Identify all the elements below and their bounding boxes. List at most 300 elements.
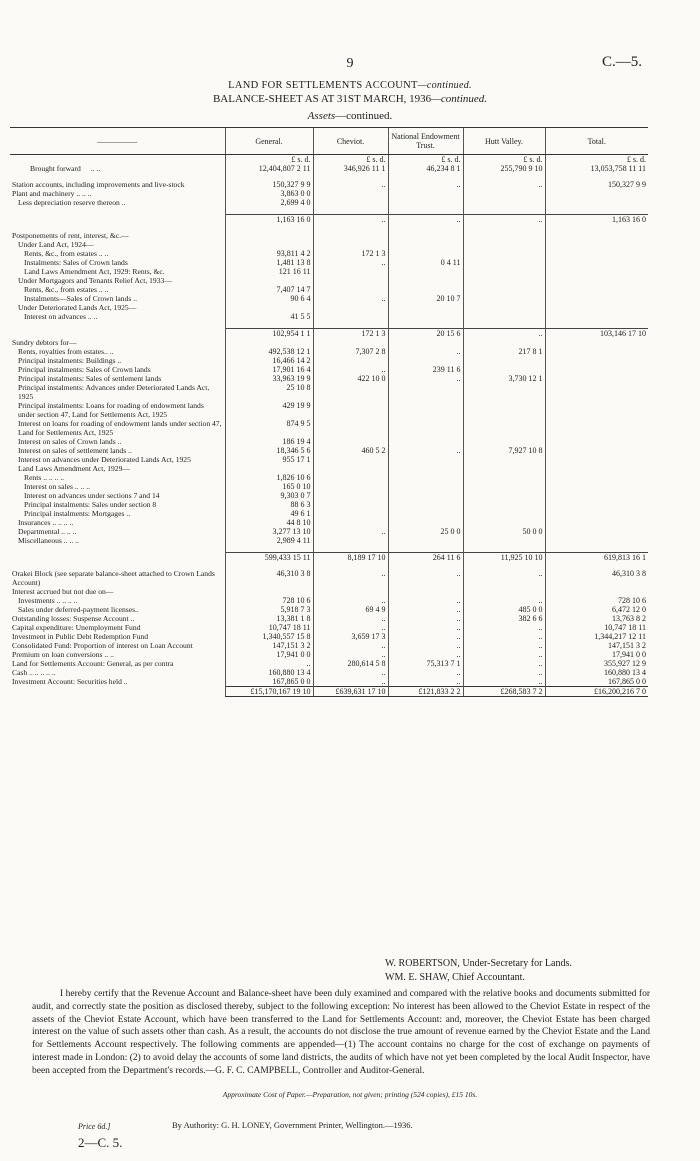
cell-cheviot: .. [313,180,388,189]
table-row [10,294,648,303]
footer-code: 2—C. 5. [78,1135,123,1150]
table-row [10,632,648,641]
spacer-row [10,224,648,231]
cell-total [545,401,648,419]
cell-cheviot: 460 5 2 [313,446,388,455]
table-row [10,189,648,198]
cell-hutt-valley [463,491,545,500]
cell-general: 874 9 5 [225,419,313,437]
cell-national-endowment: .. [388,569,463,587]
units-row [10,155,648,165]
cell-cheviot: .. [313,258,388,267]
cell-hutt-valley [463,500,545,509]
cell-total: 355,927 12 9 [545,659,648,668]
cell-cheviot [313,312,388,321]
subtotal-row [10,329,648,339]
cell-national-endowment [388,455,463,464]
units-blank [10,155,225,165]
units-cell: £ s. d. [313,155,388,165]
section-label: Assets [307,110,336,122]
cell-cheviot: .. [313,614,388,623]
table-row [10,312,648,321]
cell-national-endowment [388,437,463,446]
cell-general [225,321,313,329]
cell-cheviot [313,276,388,285]
subtotal-row [10,553,648,563]
cell-cheviot [313,419,388,437]
cell-cheviot [313,338,388,347]
cell-general: 5,918 7 3 [225,605,313,614]
cell-cheviot [313,189,388,198]
spacer-row [10,207,648,215]
cell-national-endowment [388,321,463,329]
table-row [10,419,648,437]
cell-cheviot [313,231,388,240]
row-description: Principal instalments: Advances under Deteriorated Lands Act, 1925 [18,383,210,401]
cell-cheviot [313,207,388,215]
row-description: Interest on advances under sections 7 and 14 [24,491,160,500]
cost-of-paper: Approximate Cost of Paper.—Preparation, not given; printing (524 copies), £15 10s. [222,1090,478,1099]
balance-sheet-table [10,127,648,697]
table-row [10,473,648,482]
cell-general: 44 8 10 [225,518,313,527]
table-row [10,605,648,614]
row-description: Under Land Act, 1924— [18,240,94,249]
row-description: Orakei Block (see separate balance-sheet attached to Crown Lands Account) [12,569,215,587]
table-row [10,437,648,446]
cell-hutt-valley: .. [463,659,545,668]
row-description: Principal instalments: Sales of settlement lands [18,374,162,383]
table-row [10,258,648,267]
cell-hutt-valley [463,173,545,180]
table-row [10,677,648,687]
cell-national-endowment: .. [388,614,463,623]
cell-national-endowment [388,518,463,527]
cell-national-endowment [388,536,463,545]
cell-national-endowment: .. [388,374,463,383]
cell-cheviot [313,482,388,491]
cell-general [225,338,313,347]
row-description: Consolidated Fund: Proportion of interest on Loan Account [12,641,193,650]
cell-national-endowment [388,173,463,180]
cell-cheviot: .. [313,294,388,303]
cell-total [545,518,648,527]
cell-total [545,365,648,374]
table-row [10,659,648,668]
cell-general: 3,277 13 10 [225,527,313,536]
header-hutt-valley: Hutt Valley. [463,128,545,155]
cell-cheviot: .. [313,668,388,677]
row-description [10,207,225,215]
balance-sheet-subtitle [0,93,700,105]
cell-national-endowment [388,562,463,569]
cell-national-endowment: .. [388,650,463,659]
cell-total: 46,310 3 8 [545,569,648,587]
row-description: Principal instalments: Buildings .. [18,356,122,365]
cell-general [225,545,313,553]
cell-total [545,455,648,464]
cell-national-endowment [388,338,463,347]
balance-sheet-body [10,155,648,697]
cell-cheviot [313,545,388,553]
row-description: Brought forward .. .. [30,164,101,173]
cell-national-endowment [388,473,463,482]
cell-hutt-valley [463,587,545,596]
cell-general: 1,481 13 8 [225,258,313,267]
cell-hutt-valley: .. [463,650,545,659]
cell-hutt-valley: .. [463,623,545,632]
cell-total [545,198,648,207]
cell-cheviot: 3,659 17 3 [313,632,388,641]
cell-general: 1,340,557 15 8 [225,632,313,641]
table-row [10,303,648,312]
audit-certificate: I hereby certify that the Revenue Account and Balance-sheet have been duly examined and compared with the relative books and documents submitted for audit, and correctly state the position as disclosed thereby, subject to the following exception: No interest has been allowed to the Cheviot Estate in respect of the assets of the Cheviot Estate Account, which have been transferred to the Land for Settlements Account: and, moreover, the Cheviot Estate has been charged interest on the value of such assets other than cash. As a result, the accounts do not disclose the true amount of revenue earned by the Cheviot Estate and the Land for Settlements Account respectively. The following comments are appended—(1) The account contains no charge for the cost of exchange on payments of interest made in London: (2) to avoid delay the accounts of some land districts, the audits of which have not yet been completed by the local Audit Inspector, have been accepted from the Department's records.—G. F. C. CAMPBELL, Controller and Auditor-General. [32,989,650,1076]
row-description: Interest on sales of settlement lands .. [18,446,132,455]
table-row [10,164,648,173]
cell-general: 1,163 16 0 [225,215,313,225]
row-description [10,562,225,569]
cell-national-endowment [388,482,463,491]
row-description: Interest on loans for roading of endowment lands under section 47, Land for Settlements Act, 1925 [18,419,222,437]
cell-national-endowment [388,249,463,258]
cell-hutt-valley [463,365,545,374]
cell-national-endowment: 20 10 7 [388,294,463,303]
cell-hutt-valley [463,321,545,329]
row-description: Rents, &c., from estates .. .. [24,249,109,258]
cell-total [545,545,648,553]
row-description [10,545,225,553]
cell-hutt-valley [463,303,545,312]
cell-cheviot [313,562,388,569]
subtitle-suffix: —continued. [431,93,488,105]
cell-national-endowment [388,312,463,321]
table-row [10,383,648,401]
cell-cheviot [313,173,388,180]
cell-cheviot: .. [313,623,388,632]
cell-general: 33,963 19 9 [225,374,313,383]
cell-cheviot: 422 10 0 [313,374,388,383]
cell-total [545,303,648,312]
cell-cheviot [313,473,388,482]
cell-general: 147,151 3 2 [225,641,313,650]
cell-general: 10,747 18 11 [225,623,313,632]
row-description: Principal instalments: Sales under section 8 [24,500,157,509]
cell-national-endowment: .. [388,623,463,632]
cell-general [225,240,313,249]
table-row [10,285,648,294]
cell-general: 160,880 13 4 [225,668,313,677]
cell-hutt-valley [463,419,545,437]
header-description: ————— [10,128,225,155]
cell-total [545,374,648,383]
cell-cheviot [313,536,388,545]
table-row [10,623,648,632]
cell-cheviot: 69 4 9 [313,605,388,614]
cell-general: .. [225,659,313,668]
cell-cheviot [313,285,388,294]
units-cell: £ s. d. [545,155,648,165]
table-row [10,338,648,347]
table-row [10,276,648,285]
table-row [10,650,648,659]
cell-cheviot [313,198,388,207]
document-code: C.—5. [601,54,642,70]
cell-hutt-valley: 3,730 12 1 [463,374,545,383]
cell-cheviot: .. [313,365,388,374]
title-suffix: —continued. [417,80,472,91]
cell-national-endowment: 20 15 6 [388,329,463,339]
cell-cheviot: .. [313,527,388,536]
row-description [10,329,225,339]
cell-hutt-valley: .. [463,596,545,605]
table-row [10,267,648,276]
cell-general: 186 19 4 [225,437,313,446]
table-row [10,240,648,249]
cell-national-endowment [388,198,463,207]
cell-national-endowment: .. [388,605,463,614]
cell-total: 167,865 0 0 [545,677,648,687]
row-description: Interest on sales of Crown lands .. [18,437,122,446]
cell-total [545,482,648,491]
cell-cheviot [313,321,388,329]
table-row [10,401,648,419]
cell-national-endowment [388,240,463,249]
row-description: Land Laws Amendment Act, 1929: Rents, &c. [24,267,165,276]
cell-hutt-valley [463,455,545,464]
cell-cheviot: .. [313,650,388,659]
table-row [10,527,648,536]
table-row [10,482,648,491]
cell-hutt-valley [463,240,545,249]
cell-national-endowment: 46,234 8 1 [388,164,463,173]
spacer-row [10,321,648,329]
cell-total [545,587,648,596]
cell-general [225,224,313,231]
table-row [10,509,648,518]
cell-total [545,527,648,536]
table-row [10,455,648,464]
cell-hutt-valley: 255,790 9 10 [463,164,545,173]
cell-general: 17,941 0 0 [225,650,313,659]
cell-hutt-valley [463,189,545,198]
cell-cheviot: .. [313,596,388,605]
cell-total: 1,163 16 0 [545,215,648,225]
cell-cheviot [313,464,388,473]
printer-authority: By Authority: G. H. LONEY, Government Printer, Wellington.—1936. [172,1120,413,1130]
row-description: Capital expenditure: Unemployment Fund [12,623,141,632]
row-description: Interest accrued but not due on— [12,587,114,596]
table-row [10,596,648,605]
cell-total [545,509,648,518]
row-description [10,553,225,563]
cell-general [225,562,313,569]
cell-total [545,294,648,303]
cell-cheviot: 346,926 11 1 [313,164,388,173]
table-row [10,374,648,383]
cell-national-endowment: .. [388,677,463,687]
cell-hutt-valley [463,562,545,569]
cell-national-endowment [388,189,463,198]
cell-total [545,321,648,329]
cell-general: 102,954 1 1 [225,329,313,339]
cell-total [545,464,648,473]
table-row [10,668,648,677]
cell-total [545,240,648,249]
row-description [10,224,225,231]
row-description: Principal instalments: Loans for roading of endowment lands under section 47, Land for Settlements Act, 1925 [18,401,204,419]
cell-general: 90 6 4 [225,294,313,303]
section-suffix: —continued. [335,110,393,122]
table-row [10,249,648,258]
row-description: Plant and machinery .. .. .. [12,189,92,198]
header-general: General. [225,128,313,155]
cell-general: 41 5 5 [225,312,313,321]
cell-general: 2,699 4 0 [225,198,313,207]
cell-general: 93,811 4 2 [225,249,313,258]
row-description: Investment in Public Debt Redemption Fund [12,632,149,641]
cell-hutt-valley: 217 8 1 [463,347,545,356]
cell-general [225,173,313,180]
cell-total [545,419,648,437]
table-row [10,231,648,240]
row-description: Departmental .. .. .. [18,527,77,536]
cell-national-endowment: .. [388,641,463,650]
cell-total [545,267,648,276]
cell-total [545,276,648,285]
cell-hutt-valley [463,437,545,446]
cell-cheviot [313,383,388,401]
cell-total [545,231,648,240]
row-description: Insurances .. .. .. .. [18,518,74,527]
table-row [10,536,648,545]
cell-hutt-valley [463,383,545,401]
table-row [10,365,648,374]
cell-general: 429 19 9 [225,401,313,419]
cell-hutt-valley [463,294,545,303]
cell-total: £16,200,216 7 0 [545,687,648,697]
cell-national-endowment: .. [388,668,463,677]
table-row [10,198,648,207]
cell-general: 492,538 12 1 [225,347,313,356]
row-description: Rents .. .. .. .. [24,473,65,482]
cell-national-endowment [388,401,463,419]
row-description: Principal instalments: Mortgages .. [24,509,131,518]
cell-national-endowment [388,285,463,294]
subtotal-row [10,215,648,225]
cell-total [545,207,648,215]
cell-hutt-valley: .. [463,668,545,677]
cell-hutt-valley: .. [463,632,545,641]
cell-cheviot: 172 1 3 [313,329,388,339]
cell-cheviot: .. [313,569,388,587]
cell-total [545,437,648,446]
cell-cheviot [313,500,388,509]
cell-hutt-valley [463,536,545,545]
cell-national-endowment [388,545,463,553]
cell-hutt-valley: .. [463,641,545,650]
units-cell: £ s. d. [463,155,545,165]
cell-total [545,312,648,321]
account-title [0,78,700,93]
cell-total: 103,146 17 10 [545,329,648,339]
row-description: Investments .. .. .. .. [18,596,78,605]
cell-national-endowment: .. [388,215,463,225]
grand-total-row [10,687,648,697]
cell-cheviot [313,491,388,500]
row-description [10,687,225,697]
cell-total [545,491,648,500]
cell-national-endowment [388,267,463,276]
cell-total [545,347,648,356]
row-description: Land for Settlements Account: General, as per contra [12,659,174,668]
row-description [10,215,225,225]
cell-cheviot [313,303,388,312]
cell-cheviot: 172 1 3 [313,249,388,258]
row-description: Postponements of rent, interest, &c.— [12,231,129,240]
cell-national-endowment: 239 11 6 [388,365,463,374]
table-row [10,500,648,509]
header-cheviot: Cheviot. [313,128,388,155]
cell-national-endowment [388,356,463,365]
row-description: Miscellaneous .. .. .. [18,536,79,545]
cell-general: 9,303 0 7 [225,491,313,500]
cell-hutt-valley [463,464,545,473]
cell-total [545,500,648,509]
row-description: Premium on loan conversions .. .. [12,650,114,659]
cell-hutt-valley: .. [463,677,545,687]
row-description: Rents, &c., from estates .. .. [24,285,109,294]
cell-hutt-valley [463,482,545,491]
cell-hutt-valley [463,276,545,285]
table-row [10,347,648,356]
row-description: Interest on sales .. .. .. [24,482,91,491]
units-cell: £ s. d. [388,155,463,165]
cell-hutt-valley: .. [463,180,545,189]
cell-general [225,464,313,473]
cell-total [545,224,648,231]
cell-national-endowment: £121,833 2 2 [388,687,463,697]
cell-total [545,338,648,347]
table-row [10,569,648,587]
section-heading [0,110,700,122]
cell-national-endowment [388,383,463,401]
cell-general: 18,346 5 6 [225,446,313,455]
cell-general [225,303,313,312]
row-description: Instalments: Sales of Crown lands [24,258,128,267]
cell-general: 955 17 1 [225,455,313,464]
cell-cheviot [313,518,388,527]
cell-general: 25 10 8 [225,383,313,401]
header-national-endowment: National Endowment Trust. [388,128,463,155]
cell-national-endowment [388,303,463,312]
cell-general: 728 10 6 [225,596,313,605]
cell-general: 150,327 9 9 [225,180,313,189]
cell-general: 2,989 4 11 [225,536,313,545]
signature-under-secretary: W. ROBERTSON, Under-Secretary for Lands. [385,958,572,969]
cell-hutt-valley [463,224,545,231]
cell-hutt-valley: 50 0 0 [463,527,545,536]
spacer-row [10,562,648,569]
cell-cheviot [313,587,388,596]
cell-national-endowment [388,587,463,596]
page-number: 9 [346,56,354,71]
cell-national-endowment [388,419,463,437]
cell-total [545,536,648,545]
cell-hutt-valley [463,338,545,347]
cell-general: 46,310 3 8 [225,569,313,587]
cell-hutt-valley [463,258,545,267]
row-description: Outstanding losses: Suspense Account .. [12,614,135,623]
